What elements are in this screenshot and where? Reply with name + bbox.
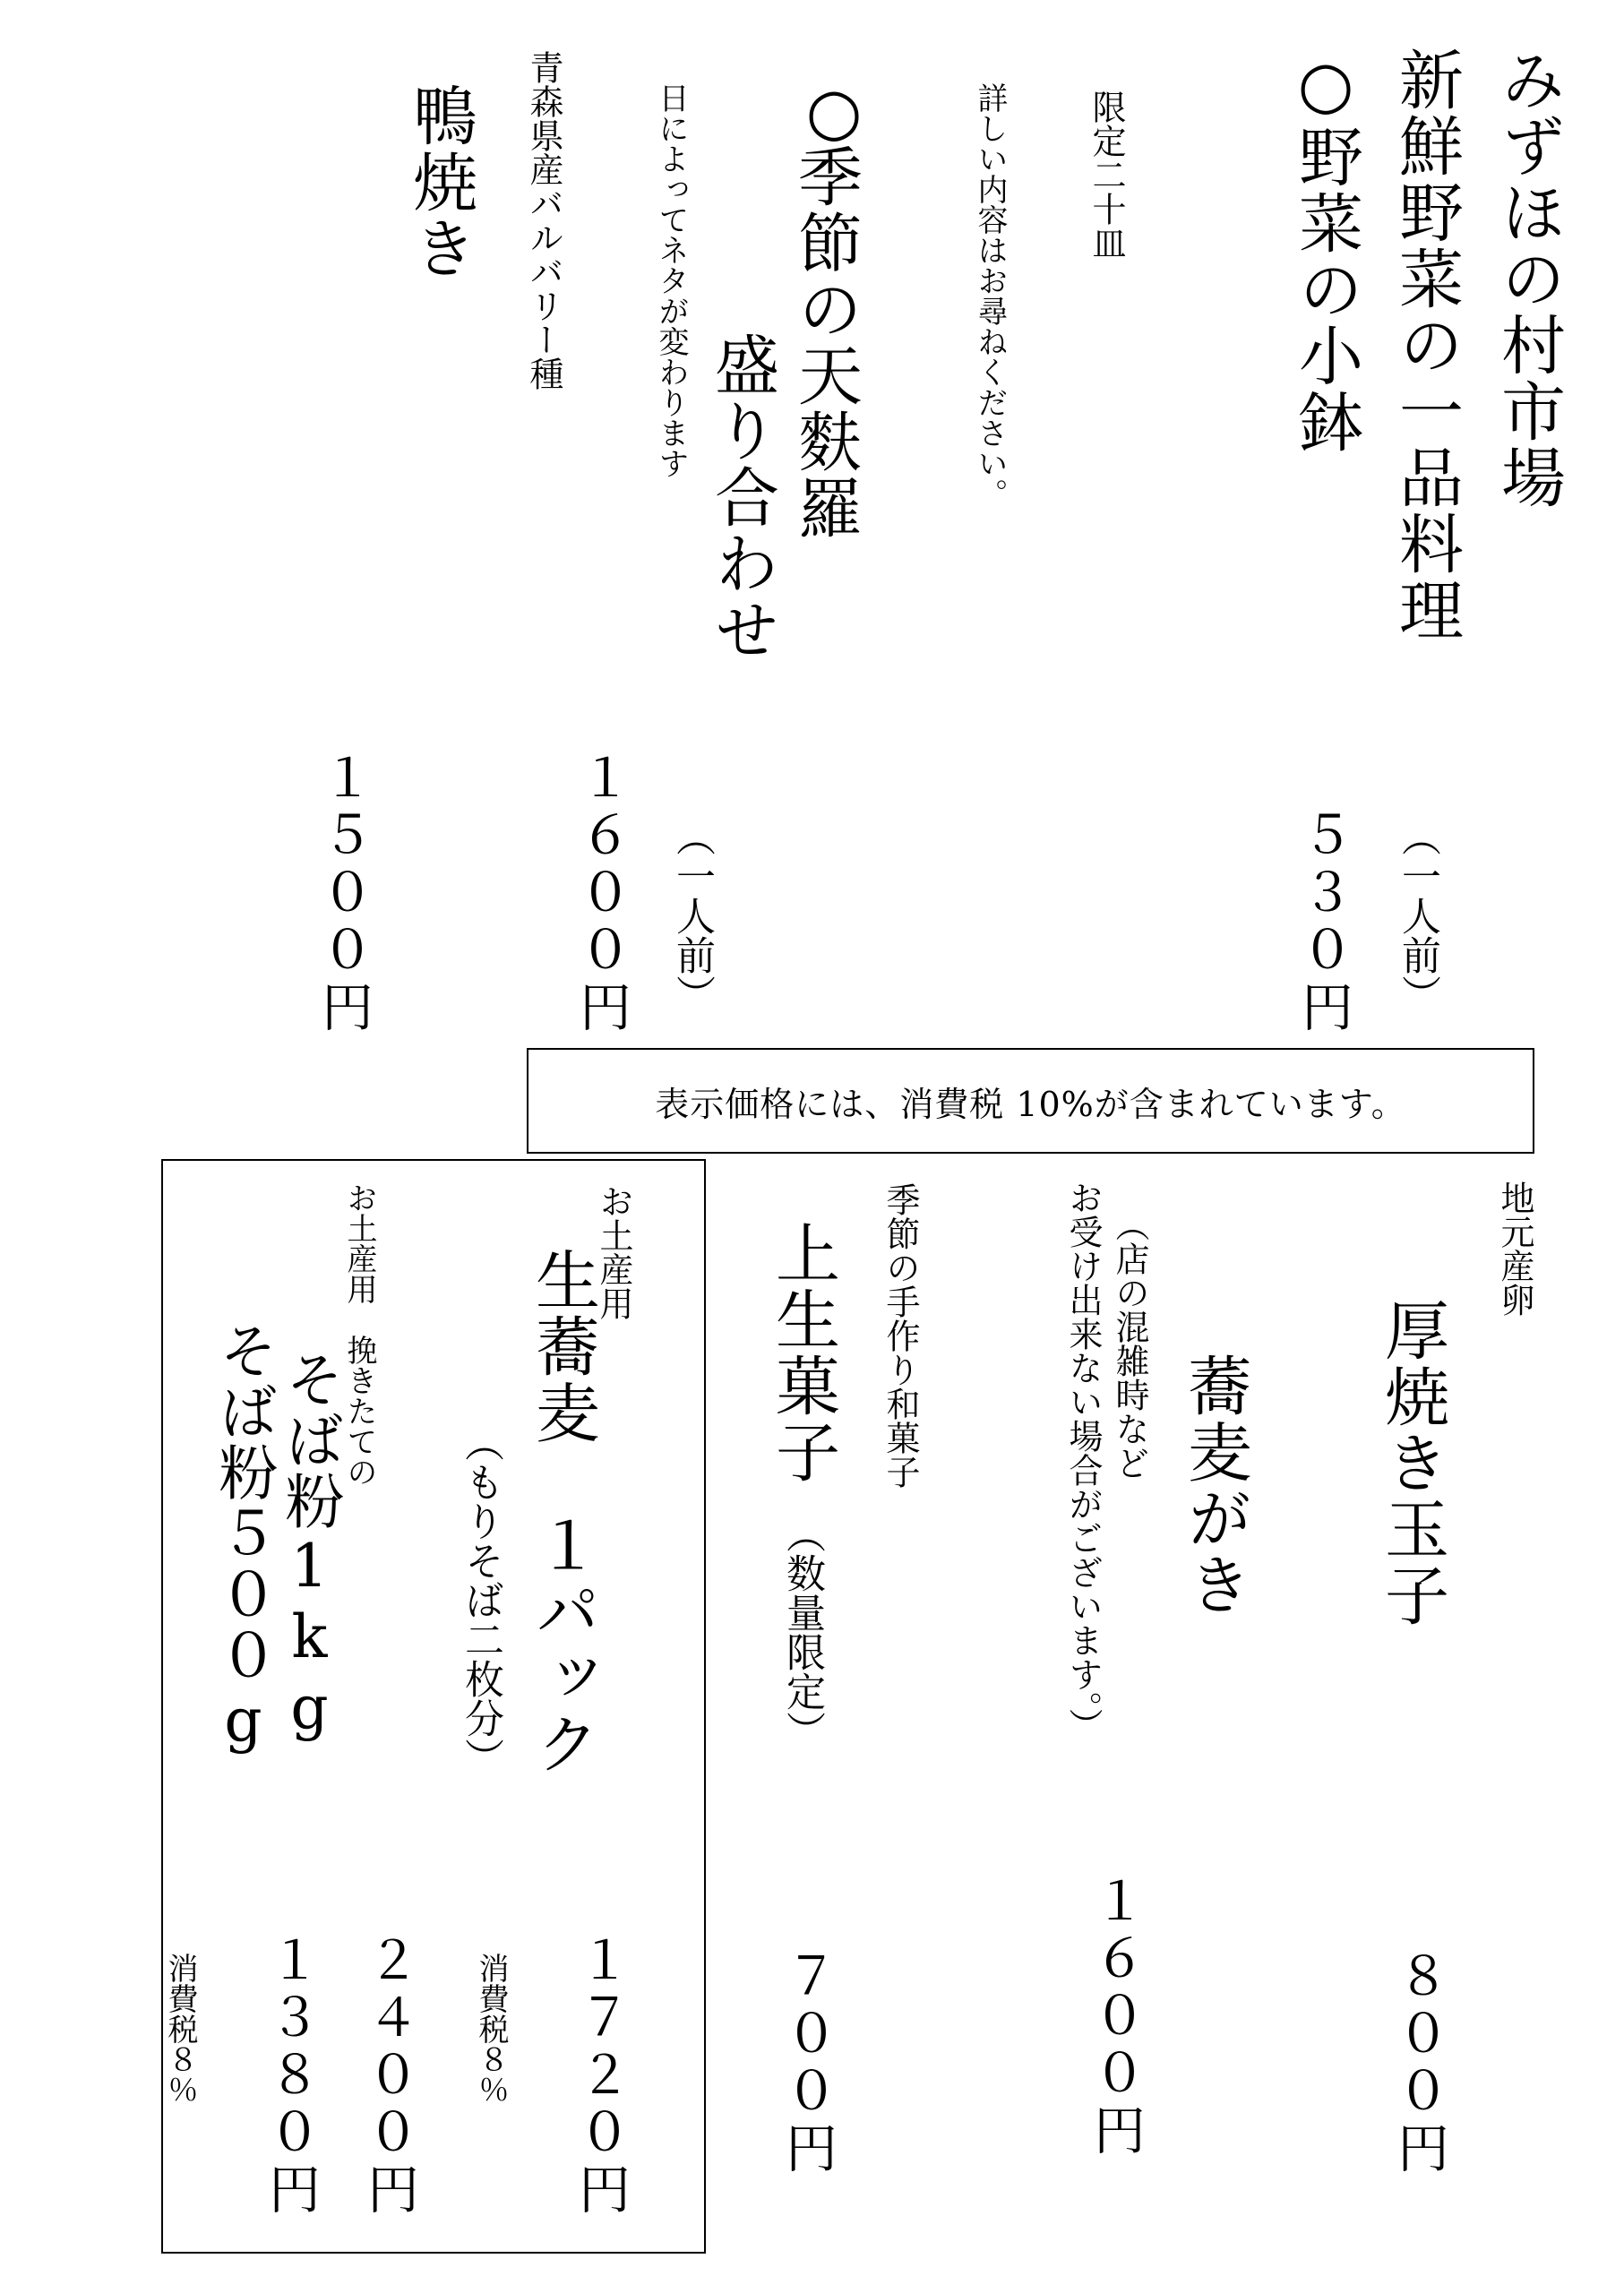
detail-note: 詳しい内容はお尋ねください。 <box>972 82 1008 509</box>
fresh-soba-portion: （もりそば二枚分） <box>458 1422 503 1777</box>
item-vegetable-bowl-price: ５３０円 <box>1293 808 1353 1037</box>
item-duck-name: 鴨焼き <box>402 82 477 281</box>
wagashi-price: ７００円 <box>777 1949 838 2178</box>
sobagaki-price: １６００円 <box>1085 1874 1146 2160</box>
fresh-soba-label: お土産用 <box>594 1184 633 1320</box>
soba-flour-price-500g: １３８０円 <box>260 1933 321 2220</box>
fresh-soba-price: １７２０円 <box>570 1933 631 2220</box>
item-tempura-name-line2: 盛り合わせ <box>704 331 779 663</box>
item-tempura-price: １６００円 <box>571 751 632 1037</box>
tamagoyaki-name: 厚焼き玉子 <box>1374 1297 1449 1628</box>
tamagoyaki-origin: 地元産卵 <box>1495 1181 1534 1317</box>
wagashi-note: 季節の手作り和菓子 <box>881 1182 920 1489</box>
fresh-soba-tax: 消費税８％ <box>473 1953 509 2105</box>
wagashi-name: 上生菓子 <box>765 1220 840 1485</box>
item-duck-price: １５００円 <box>313 751 374 1037</box>
sobagaki-note-line2: お受け出来ない場合がございます。） <box>1063 1181 1103 1742</box>
fresh-soba-name: 生蕎麦 １パック <box>525 1247 600 1777</box>
item-duck-origin: 青森県産バルバリー種 <box>524 50 563 391</box>
item-vegetable-bowl-note: 限定二十皿 <box>1087 90 1126 260</box>
market-name: みずほの村市場 <box>1491 47 1566 511</box>
soba-flour-line2: そば粉５００g <box>209 1320 278 1756</box>
market-subtitle: 新鮮野菜の一品料理 <box>1388 47 1464 643</box>
item-vegetable-bowl-portion: （一人前） <box>1395 817 1440 1014</box>
tamagoyaki-price: ８００円 <box>1388 1949 1449 2178</box>
wagashi-qty-note: （数量限定） <box>779 1514 825 1750</box>
soba-flour-label: お土産用 挽きたての <box>341 1182 377 1487</box>
tax-notice-text: 表示価格には、消費税 10%が含まれています。 <box>655 1084 1406 1124</box>
item-tempura-portion: （一人前） <box>669 817 715 1014</box>
item-tempura-name-line1: 季節の天麩羅 <box>787 143 863 541</box>
soba-flour-line1: そば粉1kg <box>275 1349 344 1744</box>
item-tempura-note: 日によってネタが変わります <box>653 82 689 478</box>
sobagaki-note-line1: （店の混雑時など <box>1110 1207 1149 1480</box>
sobagaki-name: 蕎麦がき <box>1177 1353 1252 1618</box>
soba-flour-price-1kg: ２４００円 <box>358 1933 419 2220</box>
soba-flour-tax: 消費税８％ <box>162 1953 198 2105</box>
item-tempura-bullet: ○ <box>796 73 872 150</box>
item-vegetable-bowl-name: ○野菜の小鉢 <box>1288 47 1363 455</box>
tax-notice-box <box>527 1048 1534 1154</box>
